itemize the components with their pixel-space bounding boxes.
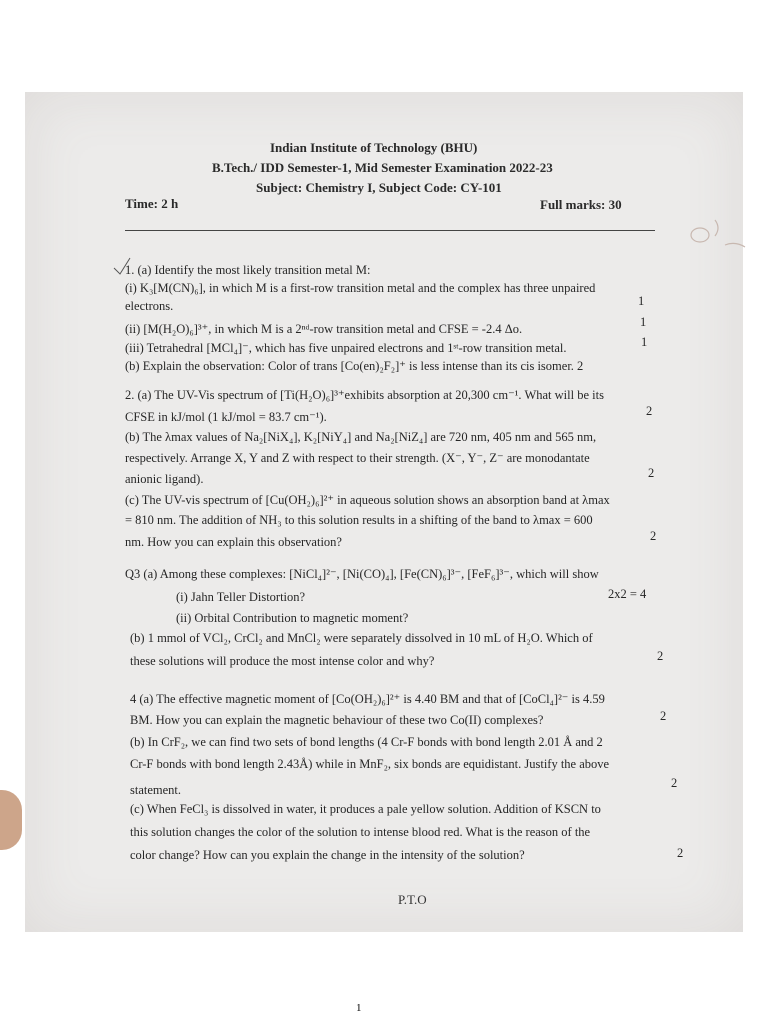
q4-a-cont: BM. How you can explain the magnetic behaviour of these two Co(II) complexes? (130, 713, 544, 727)
q1-a-ii: (ii) [M(H₂O)₆]³⁺, in which M is a 2ⁿᵈ-row transition metal and CFSE = -2.4 Δo. (125, 322, 523, 336)
q2-c: (c) The UV-vis spectrum of [Cu(OH₂)₆]²⁺ in aqueous solution shows an absorption band at λmax (125, 493, 610, 507)
thumb-shadow (0, 790, 22, 850)
institute-name: Indian Institute of Technology (BHU) (270, 140, 478, 155)
mark-q2-b: 2 (648, 466, 655, 480)
q1-a-iii: (iii) Tetrahedral [MCl₄]⁻, which has five unpaired electrons and 1ˢᵗ-row transition metal. (125, 341, 567, 355)
handwritten-scribble-icon (680, 200, 750, 270)
q4-b-cont2: statement. (130, 783, 182, 797)
mark-q1-ii: 1 (640, 315, 647, 329)
mark-q2-a: 2 (646, 404, 653, 418)
mark-q1-i: 1 (638, 294, 645, 308)
subject-line: Subject: Chemistry I, Subject Code: CY-101 (256, 180, 502, 195)
time-allowed: Time: 2 h (125, 196, 179, 211)
q2-a: 2. (a) The UV-Vis spectrum of [Ti(H₂O)₆]³⁺exhibits absorption at 20,300 cm⁻¹. What will be its (125, 388, 604, 402)
q4-c: (c) When FeCl₃ is dissolved in water, it produces a pale yellow solution. Addition of KSCN to (130, 802, 601, 816)
q1-a-i: (i) K₃[M(CN)₆], in which M is a first-row transition metal and the complex has three unpaired (125, 281, 596, 295)
mark-q3-a: 2x2 = 4 (608, 587, 647, 601)
full-marks: Full marks: 30 (540, 197, 622, 212)
q2-c-cont2: nm. How you can explain this observation? (125, 535, 342, 549)
page-number: 1 (356, 1002, 362, 1014)
q4-b-cont: Cr-F bonds with bond length 2.43Å) while in MnF₂, six bonds are equidistant. Justify the above (130, 757, 610, 771)
mark-q4-b: 2 (671, 776, 678, 790)
q1-a: 1. (a) Identify the most likely transition metal M: (125, 263, 371, 277)
q2-b-cont2: anionic ligand). (125, 472, 204, 486)
q1-a-i-cont: electrons. (125, 299, 174, 313)
q4-c-cont: this solution changes the color of the solution to intense blood red. What is the reason of the (130, 825, 591, 839)
header-divider (125, 230, 655, 231)
q1-b: (b) Explain the observation: Color of trans [Co(en)₂F₂]⁺ is less intense than its cis isomer. 2 (125, 359, 584, 373)
q3-b-cont: these solutions will produce the most intense color and why? (130, 654, 435, 668)
mark-q2-c: 2 (650, 529, 657, 543)
q4-a: 4 (a) The effective magnetic moment of [Co(OH₂)₆]²⁺ is 4.40 BM and that of [CoCl₄]²⁻ is 4.59 (130, 692, 605, 706)
pto-label: P.T.O (398, 892, 427, 907)
mark-q3-b: 2 (657, 649, 664, 663)
q4-b: (b) In CrF₂, we can find two sets of bond lengths (4 Cr-F bonds with bond length 2.01 Å and 2 (130, 735, 603, 749)
exam-title: B.Tech./ IDD Semester-1, Mid Semester Examination 2022-23 (212, 160, 553, 175)
mark-q4-c: 2 (677, 846, 684, 860)
q2-b-cont: respectively. Arrange X, Y and Z with respect to their strength. (X⁻, Y⁻, Z⁻ are monodantate (125, 451, 590, 465)
mark-q1-iii: 1 (641, 335, 648, 349)
q2-b: (b) The λmax values of Na₂[NiX₄], K₂[NiY₄] and Na₂[NiZ₄] are 720 nm, 405 nm and 565 nm, (125, 430, 597, 444)
mark-q4-a: 2 (660, 709, 667, 723)
q3-a-ii: (ii) Orbital Contribution to magnetic moment? (176, 611, 409, 625)
q4-c-cont2: color change? How can you explain the change in the intensity of the solution? (130, 848, 525, 862)
q2-c-cont: = 810 nm. The addition of NH₃ to this solution results in a shifting of the band to λmax = 600 (125, 513, 593, 527)
q3-b: (b) 1 mmol of VCl₂, CrCl₂ and MnCl₂ were separately dissolved in 10 mL of H₂O. Which of (130, 631, 593, 645)
q3-a-i: (i) Jahn Teller Distortion? (176, 590, 306, 604)
q2-a-cont: CFSE in kJ/mol (1 kJ/mol = 83.7 cm⁻¹). (125, 410, 327, 424)
q3-a: Q3 (a) Among these complexes: [NiCl₄]²⁻, [Ni(CO)₄], [Fe(CN)₆]³⁻, [FeF₆]³⁻, which will show (125, 567, 599, 581)
